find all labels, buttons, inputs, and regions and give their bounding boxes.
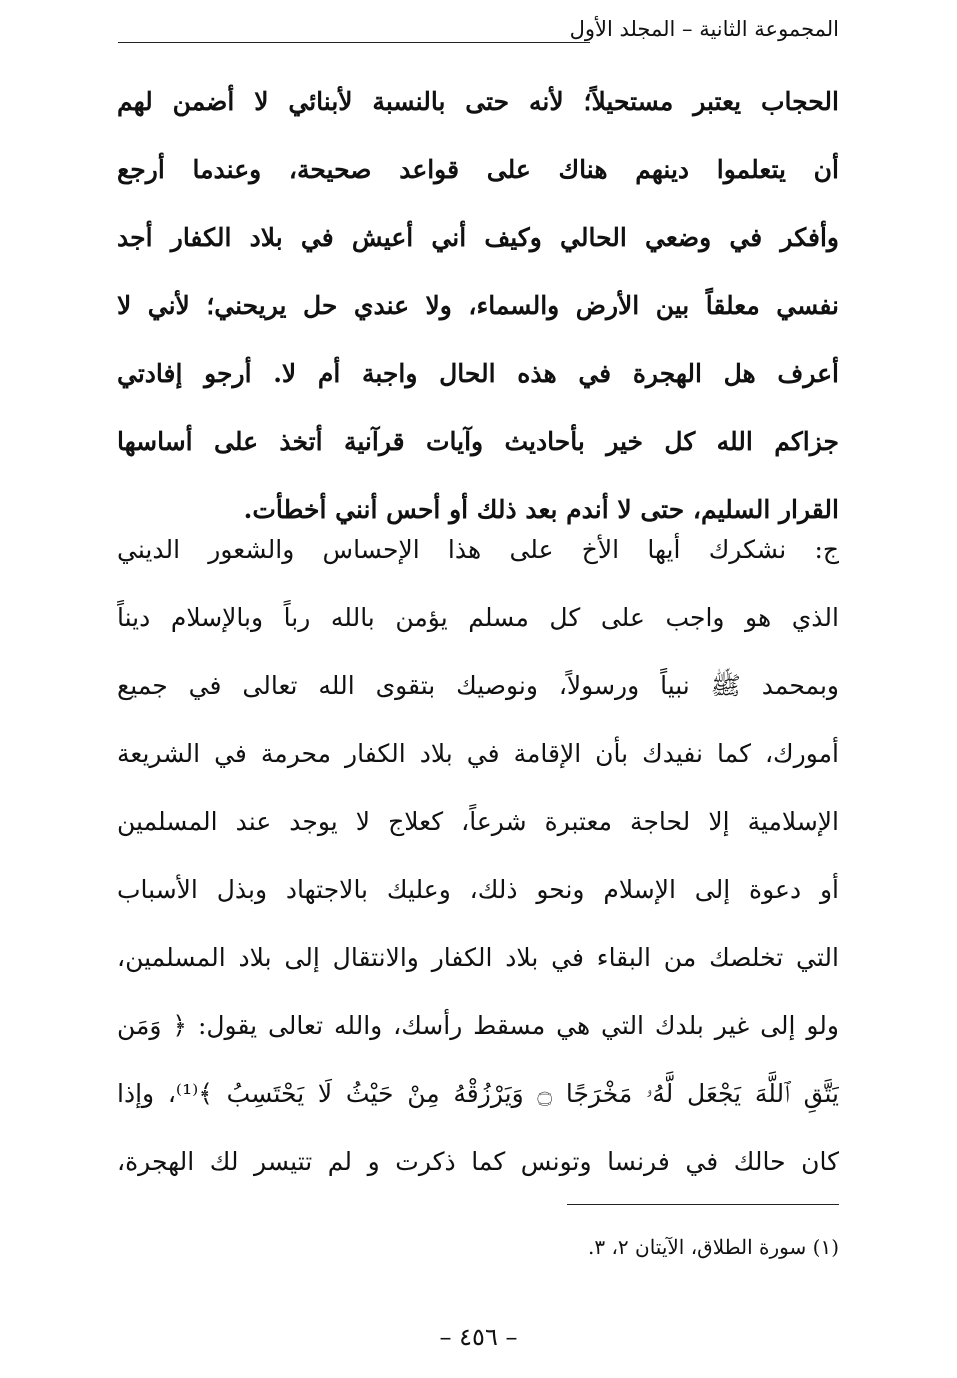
question-line: الحجاب يعتبر مستحيلاً؛ لأنه حتى بالنسبة لأبنائي لا أضمن لهم (117, 87, 839, 116)
question-line: القرار السليم، حتى لا أندم بعد ذلك أو أحس أنني أخطأت. (243, 495, 839, 524)
answer-text (117, 516, 839, 1196)
page-number: – ٤٥٦ – (439, 1323, 518, 1351)
header-rule (118, 42, 590, 43)
question-line: أن يتعلموا دينهم هناك على قواعد صحيحة، وعندما أرجع (117, 155, 839, 184)
answer-line: أمورك، كما نفيدك بأن الإقامة في بلاد الكفار محرمة في الشريعة (117, 739, 839, 768)
answer-line: الذي هو واجب على كل مسلم يؤمن بالله رباً وبالإسلام ديناً (117, 603, 839, 632)
running-header: المجموعة الثانية – المجلد الأول (569, 17, 839, 41)
answer-line: وبمحمد ﷺ نبياً ورسولاً، ونوصيك بتقوى الله تعالى في جميع (117, 671, 839, 700)
answer-line: أو دعوة إلى الإسلام ونحو ذلك، وعليك بالاجتهاد وبذل الأسباب (117, 875, 839, 904)
question-line: وأفكر في وضعي الحالي وكيف أني أعيش في بلاد الكفار أجد (117, 223, 839, 252)
question-line: نفسي معلقاً بين الأرض والسماء، ولا عندي حل يريحني؛ لأني لا (117, 291, 839, 320)
question-text (117, 68, 839, 544)
answer-line: التي تخلصك من البقاء في بلاد الكفار والانتقال إلى بلاد المسلمين، (117, 943, 839, 972)
question-line: جزاكم الله كل خير بأحاديث وآيات قرآنية أتخذ على أساسها (117, 427, 839, 456)
answer-line: كان حالك في فرنسا وتونس كما ذكرت و لم تتيسر لك الهجرة، (117, 1147, 839, 1176)
question-line: أعرف هل الهجرة في هذه الحال واجبة أم لا. أرجو إفادتي (117, 359, 839, 388)
answer-line: الإسلامية إلا لحاجة معتبرة شرعاً، كعلاج لا يوجد عند المسلمين (117, 807, 839, 836)
quran-verse-line: يَتَّقِ ٱللَّهَ يَجْعَل لَّهُۥ مَخْرَجًا ۝ وَيَرْزُقْهُ مِنْ حَيْثُ لَا يَحْتَسِبُ ﴾⁽¹⁾، وإذا (117, 1079, 839, 1108)
answer-line: ج: نشكرك أيها الأخ على هذا الإحساس والشعور الديني (117, 535, 839, 564)
footnote-rule (567, 1204, 839, 1205)
answer-line: ولو إلى غير بلدك التي هي مسقط رأسك، والله تعالى يقول: ﴿ وَمَن (117, 1011, 839, 1040)
footnote: (١) سورة الطلاق، الآيتان ٢، ٣. (587, 1235, 839, 1259)
